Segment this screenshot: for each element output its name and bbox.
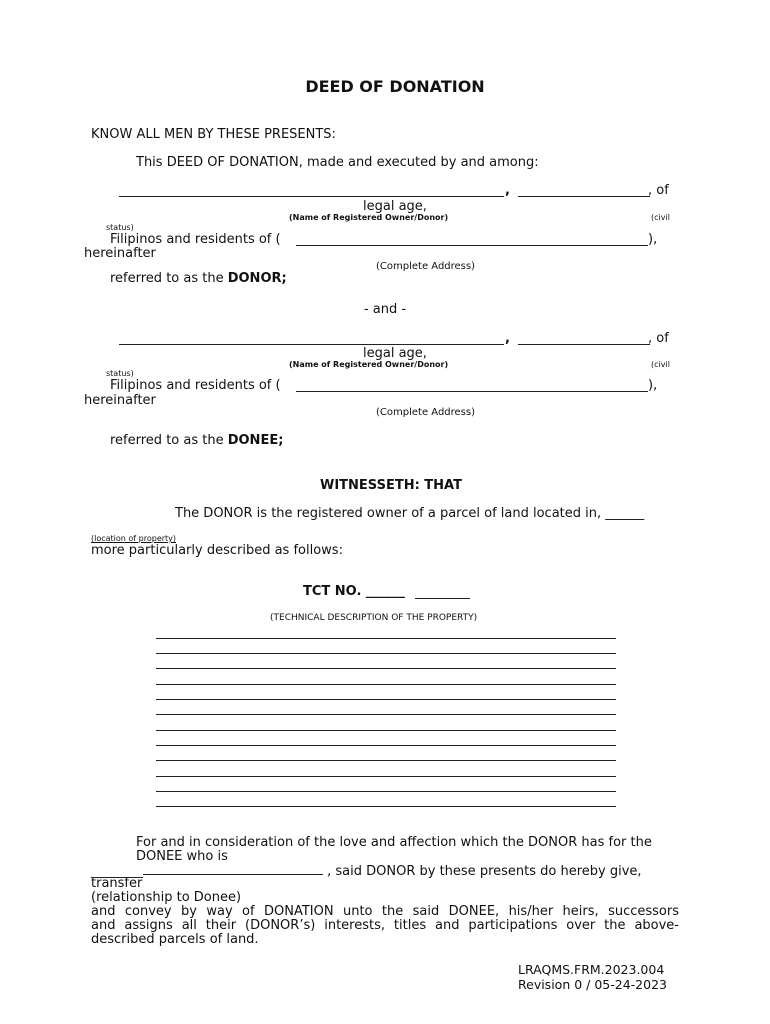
consideration-line-1: For and in consideration of the love and affection which the DONOR has for the xyxy=(136,835,652,850)
donor-civil-status-line[interactable] xyxy=(518,196,650,197)
tech-line[interactable] xyxy=(156,714,616,715)
tct-label: TCT NO. ______ xyxy=(303,584,405,599)
donor-name-caption: (Name of Registered Owner/Donor) xyxy=(289,213,449,222)
donee-referred-prefix: referred to as the xyxy=(110,433,228,448)
know-all-heading: KNOW ALL MEN BY THESE PRESENTS: xyxy=(91,127,336,142)
made-executed-text: This DEED OF DONATION, made and executed by and among: xyxy=(136,155,539,170)
donor-close-paren: ), xyxy=(648,232,658,247)
consideration-line-4: transfer xyxy=(91,876,143,891)
donee-status-caption: status) xyxy=(106,369,134,378)
donee-of: , of xyxy=(648,331,669,346)
witnesseth-heading: WITNESSETH: THAT xyxy=(320,478,462,493)
donee-party-label: DONEE; xyxy=(227,433,284,448)
consideration-line-8: described parcels of land. xyxy=(91,932,259,947)
tech-line[interactable] xyxy=(156,806,616,807)
donor-name-line[interactable] xyxy=(119,196,504,197)
location-caption: (location of property) xyxy=(91,534,177,543)
donee-name-caption: (Name of Registered Owner/Donor) xyxy=(289,360,449,369)
consideration-line-3 xyxy=(91,862,681,879)
relationship-suffix: , said DONOR by these presents do hereby give, xyxy=(323,864,642,879)
donor-hereinafter: hereinafter xyxy=(84,246,156,261)
tech-line[interactable] xyxy=(156,745,616,746)
donee-close-paren: ), xyxy=(648,378,658,393)
donee-address-line[interactable] xyxy=(296,391,648,392)
donor-address-line[interactable] xyxy=(296,245,648,246)
and-separator: - and - xyxy=(363,302,407,317)
donee-civil-caption: (civil xyxy=(651,360,670,369)
relationship-prefix: ________ xyxy=(91,864,143,879)
donee-hereinafter: hereinafter xyxy=(84,393,156,408)
tech-line[interactable] xyxy=(156,730,616,731)
tech-line[interactable] xyxy=(156,760,616,761)
donee-civil-status-line[interactable] xyxy=(518,344,650,345)
revision-text: Revision 0 / 05-24-2023 xyxy=(518,977,667,992)
donee-address-caption: (Complete Address) xyxy=(376,407,475,418)
tech-line[interactable] xyxy=(156,668,616,669)
donee-referred-text xyxy=(110,433,283,448)
donee-legal-age: legal age, xyxy=(363,346,427,361)
consideration-line-6: and convey by way of DONATION unto the said DONEE, his/her heirs, successors xyxy=(91,904,679,919)
consideration-line-2: DONEE who is xyxy=(136,849,228,864)
donor-of: , of xyxy=(648,183,669,198)
donor-referred-text xyxy=(110,271,287,286)
donor-referred-prefix: referred to as the xyxy=(110,271,228,286)
tech-line[interactable] xyxy=(156,638,616,639)
donor-party-label: DONOR; xyxy=(227,271,287,286)
consideration-line-7: and assigns all their (DONOR’s) interests, titles and participations over the above- xyxy=(91,918,679,933)
donor-comma: , xyxy=(505,183,510,198)
donor-address-caption: (Complete Address) xyxy=(376,261,475,272)
document-title: DEED OF DONATION xyxy=(305,77,485,96)
donee-name-line[interactable] xyxy=(119,344,504,345)
donor-civil-caption: (civil xyxy=(651,213,670,222)
form-code: LRAQMS.FRM.2023.004 xyxy=(518,962,665,977)
donor-legal-age: legal age, xyxy=(363,199,427,214)
donee-filipinos-text: Filipinos and residents of ( xyxy=(110,378,281,393)
tct-number-line[interactable] xyxy=(415,598,470,599)
donor-filipinos-text: Filipinos and residents of ( xyxy=(110,232,281,247)
tech-line[interactable] xyxy=(156,776,616,777)
donee-comma: , xyxy=(505,331,510,346)
tech-line[interactable] xyxy=(156,684,616,685)
owner-statement: The DONOR is the registered owner of a parcel of land located in, ______ xyxy=(175,506,645,521)
tech-line[interactable] xyxy=(156,653,616,654)
donor-status-caption: status) xyxy=(106,223,134,232)
described-text: more particularly described as follows: xyxy=(91,543,343,558)
relationship-caption: (relationship to Donee) xyxy=(91,890,242,905)
tech-description-caption: (TECHNICAL DESCRIPTION OF THE PROPERTY) xyxy=(270,613,478,623)
tech-line[interactable] xyxy=(156,791,616,792)
tech-line[interactable] xyxy=(156,699,616,700)
relationship-line[interactable] xyxy=(143,862,323,875)
